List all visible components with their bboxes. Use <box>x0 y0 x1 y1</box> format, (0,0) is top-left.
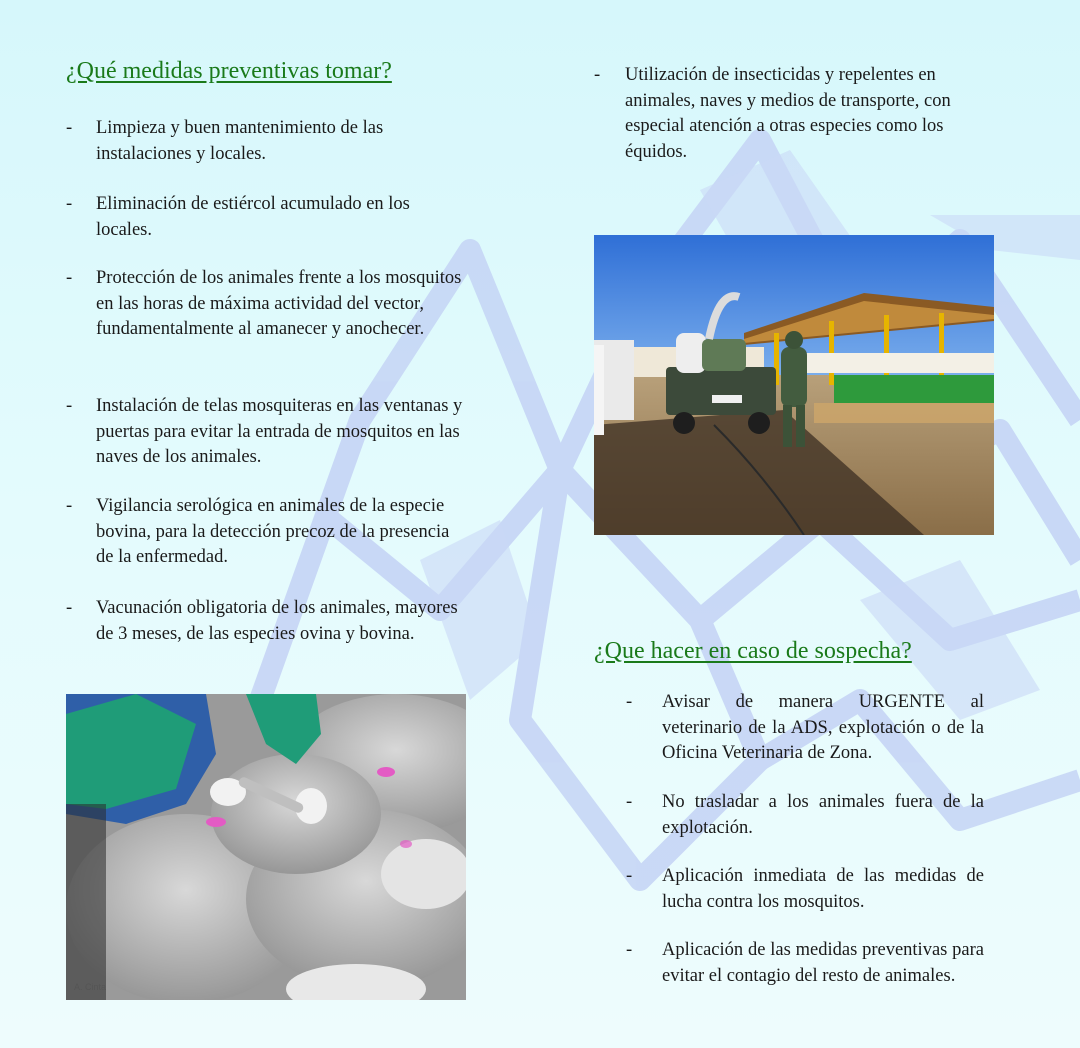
list-item-text: Protección de los animales frente a los mosquitos en las horas de máxima actividad del vector, fundamentalmente al amanecer y anochecer. <box>96 268 462 339</box>
sheep-illustration <box>66 694 466 1000</box>
list-item <box>626 938 984 1016</box>
farm-illustration <box>594 235 994 535</box>
list-dash: - <box>66 268 73 288</box>
photo-credit: A. Cinta <box>74 982 107 992</box>
list-dash: - <box>594 65 601 85</box>
list-dash: - <box>66 194 73 214</box>
list-item <box>66 494 466 572</box>
list-dash: - <box>626 792 633 812</box>
fumigation-photo <box>594 235 994 535</box>
list-item-text: Utilización de insecticidas y repelentes en animales, naves y medios de transporte, con especial atención a otras especies como los équidos. <box>625 65 951 162</box>
list-item-text: Eliminación de estiércol acumulado en los locales. <box>96 194 410 240</box>
list-item-text: Aplicación inmediata de las medidas de lucha contra los mosquitos. <box>662 866 984 912</box>
list-item-text: Vigilancia serológica en animales de la especie bovina, para la detección precoz de la presencia de la enfermedad. <box>96 496 450 567</box>
list-dash: - <box>626 692 633 712</box>
list-dash: - <box>66 396 73 416</box>
list-item <box>626 790 984 842</box>
sheep-vaccination-photo <box>66 694 466 1000</box>
list-item <box>594 63 974 167</box>
list-item <box>66 266 466 370</box>
list-dash: - <box>626 940 633 960</box>
suspicion-heading: ¿Que hacer en caso de sospecha? <box>594 638 912 664</box>
list-dash: - <box>66 118 73 138</box>
list-item-text: Aplicación de las medidas preventivas para evitar el contagio del resto de animales. <box>662 940 984 986</box>
list-dash: - <box>66 598 73 618</box>
list-item <box>66 116 466 168</box>
list-dash: - <box>626 866 633 886</box>
list-item-text: Vacunación obligatoria de los animales, mayores de 3 meses, de las especies ovina y bovina. <box>96 598 458 644</box>
list-dash: - <box>66 496 73 516</box>
list-item-text: Avisar de manera URGENTE al veterinario de la ADS, explotación o de la Oficina Veterinaria de Zona. <box>662 692 984 763</box>
list-item <box>66 192 466 244</box>
list-item-text: Limpieza y buen mantenimiento de las instalaciones y locales. <box>96 118 384 164</box>
list-item <box>66 394 466 472</box>
prevention-heading: ¿Qué medidas preventivas tomar? <box>66 58 392 84</box>
list-item <box>626 864 984 916</box>
list-item-text: No trasladar a los animales fuera de la explotación. <box>662 792 984 838</box>
list-item <box>626 690 984 768</box>
list-item <box>66 596 466 674</box>
list-item-text: Instalación de telas mosquiteras en las ventanas y puertas para evitar la entrada de mosquitos en las naves de los animales. <box>96 396 463 467</box>
